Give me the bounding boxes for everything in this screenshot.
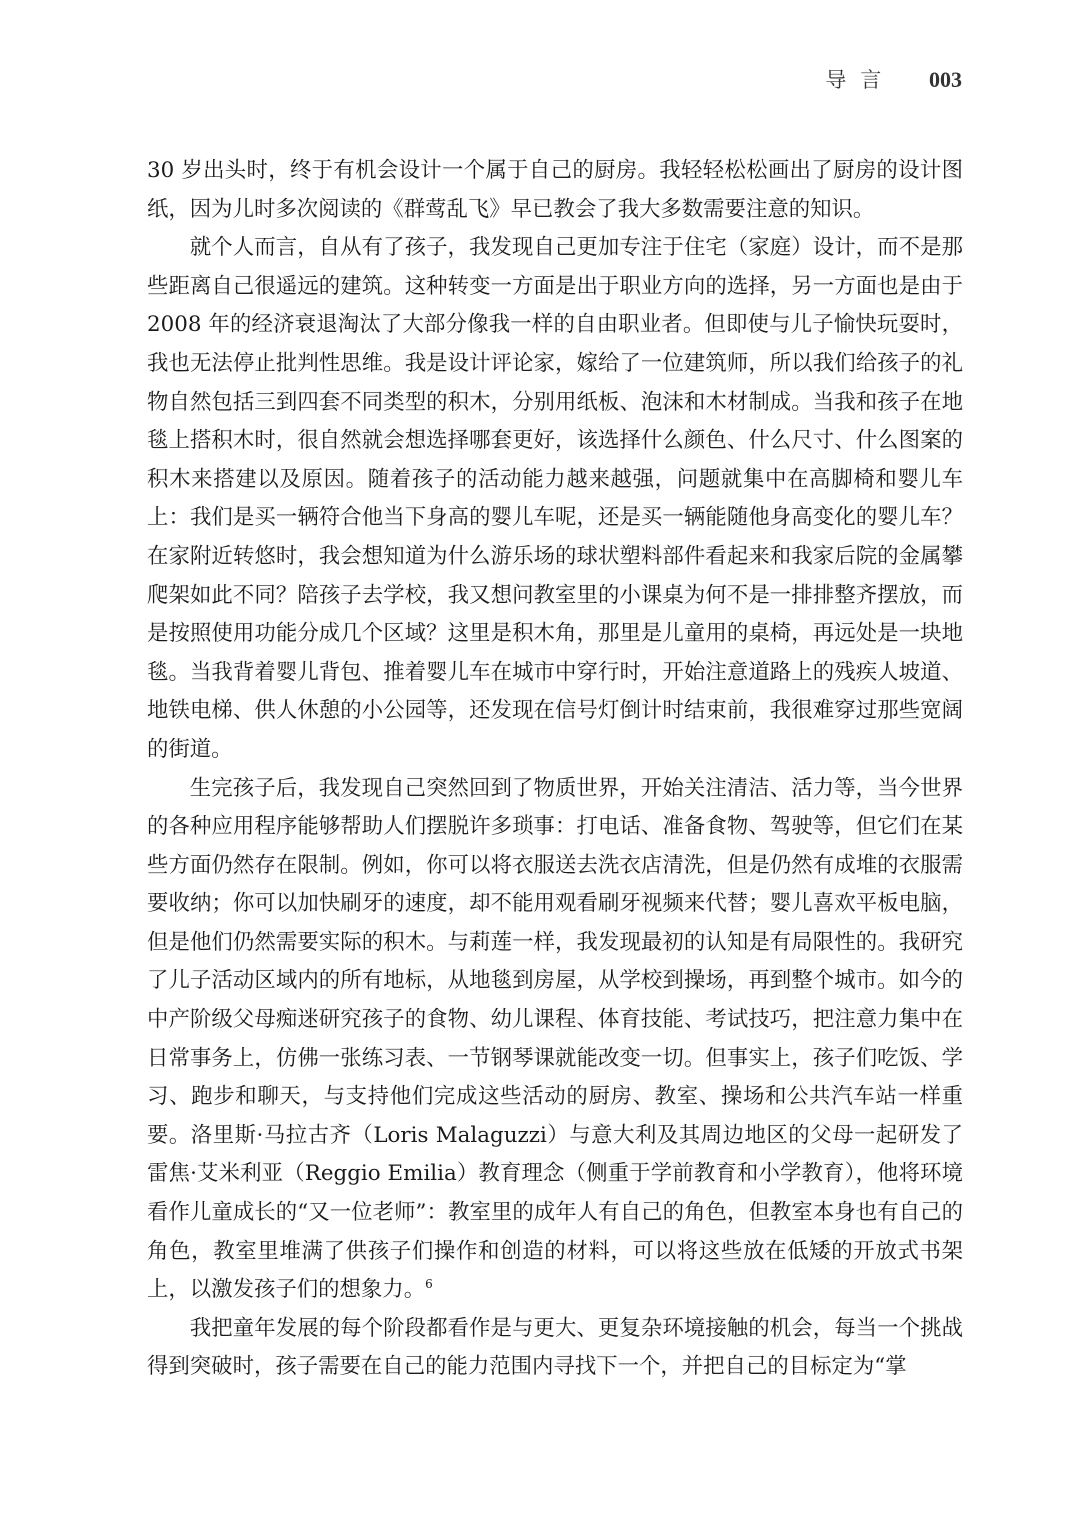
- page-number: 003: [929, 67, 962, 92]
- section-title: 导言: [825, 68, 896, 92]
- body-text: [147, 152, 963, 1387]
- paragraph-3-text: 生完孩子后，我发现自己突然回到了物质世界，开始关注清洁、活力等，当今世界的各种应用程序能够帮助人们摆脱许多琐事：打电话、准备食物、驾驶等，但它们在某些方面仍然存在限制。例如，你可以将衣服送去洗衣店清洗，但是仍然有成堆的衣服需要收纳；你可以加快刷牙的速度，却不能用观看刷牙视频来代替；婴儿喜欢平板电脑，但是他们仍然需要实际的积木。与莉莲一样，我发现最初的认知是有局限性的。我研究了儿子活动区域内的所有地标，从地毯到房屋，从学校到操场，再到整个城市。如今的中产阶级父母痴迷研究孩子的食物、幼儿课程、体育技能、考试技巧，把注意力集中在日常事务上，仿佛一张练习表、一节钢琴课就能改变一切。但事实上，孩子们吃饭、学习、跑步和聊天，与支持他们完成这些活动的厨房、教室、操场和公共汽车站一样重要。洛里斯·马拉古齐（Loris Malaguzzi）与意大利及其周边地区的父母一起研发了雷焦·艾米利亚（Reggio Emilia）教育理念（侧重于学前教育和小学教育），他将环境看作儿童成长的“又一位老师”：教室里的成年人有自己的角色，但教室本身也有自己的角色，教室里堆满了供孩子们操作和创造的材料，可以将这些放在低矮的开放式书架上，以激发孩子们的想象力。: [147, 775, 963, 1303]
- paragraph-4: 我把童年发展的每个阶段都看作是与更大、更复杂环境接触的机会，每当一个挑战得到突破时，孩子需要在自己的能力范围内寻找下一个，并把自己的目标定为“掌: [147, 1315, 963, 1380]
- paragraph-3: [147, 770, 963, 1310]
- running-head: [825, 64, 962, 94]
- footnote-marker: 6: [425, 1277, 433, 1292]
- paragraph-1: 30 岁出头时，终于有机会设计一个属于自己的厨房。我轻轻松松画出了厨房的设计图纸，因为儿时多次阅读的《群莺乱飞》早已教会了我大多数需要注意的知识。: [147, 158, 963, 222]
- paragraph-2: 就个人而言，自从有了孩子，我发现自己更加专注于住宅（家庭）设计，而不是那些距离自己很遥远的建筑。这种转变一方面是出于职业方向的选择，另一方面也是由于 2008 年的经济衰退淘汰了大部分像我一样的自由职业者。但即使与儿子愉快玩耍时，我也无法停止批判性思维。我是设计评论家，嫁给了一位建筑师，所以我们给孩子的礼物自然包括三到四套不同类型的积木，分别用纸板、泡沫和木材制成。当我和孩子在地毯上搭积木时，很自然就会想选择哪套更好，该选择什么颜色、什么尺寸、什么图案的积木来搭建以及原因。随着孩子的活动能力越来越强，问题就集中在高脚椅和婴儿车上：我们是买一辆符合他当下身高的婴儿车呢，还是买一辆能随他身高变化的婴儿车？在家附近转悠时，我会想知道为什么游乐场的球状塑料部件看起来和我家后院的金属攀爬架如此不同？陪孩子去学校，我又想问教室里的小课桌为何不是一排排整齐摆放，而是按照使用功能分成几个区域？这里是积木角，那里是儿童用的桌椅，再远处是一块地毯。当我背着婴儿背包、推着婴儿车在城市中穿行时，开始注意道路上的残疾人坡道、地铁电梯、供人休憩的小公园等，还发现在信号灯倒计时结束前，我很难穿过那些宽阔的街道。: [147, 235, 963, 762]
